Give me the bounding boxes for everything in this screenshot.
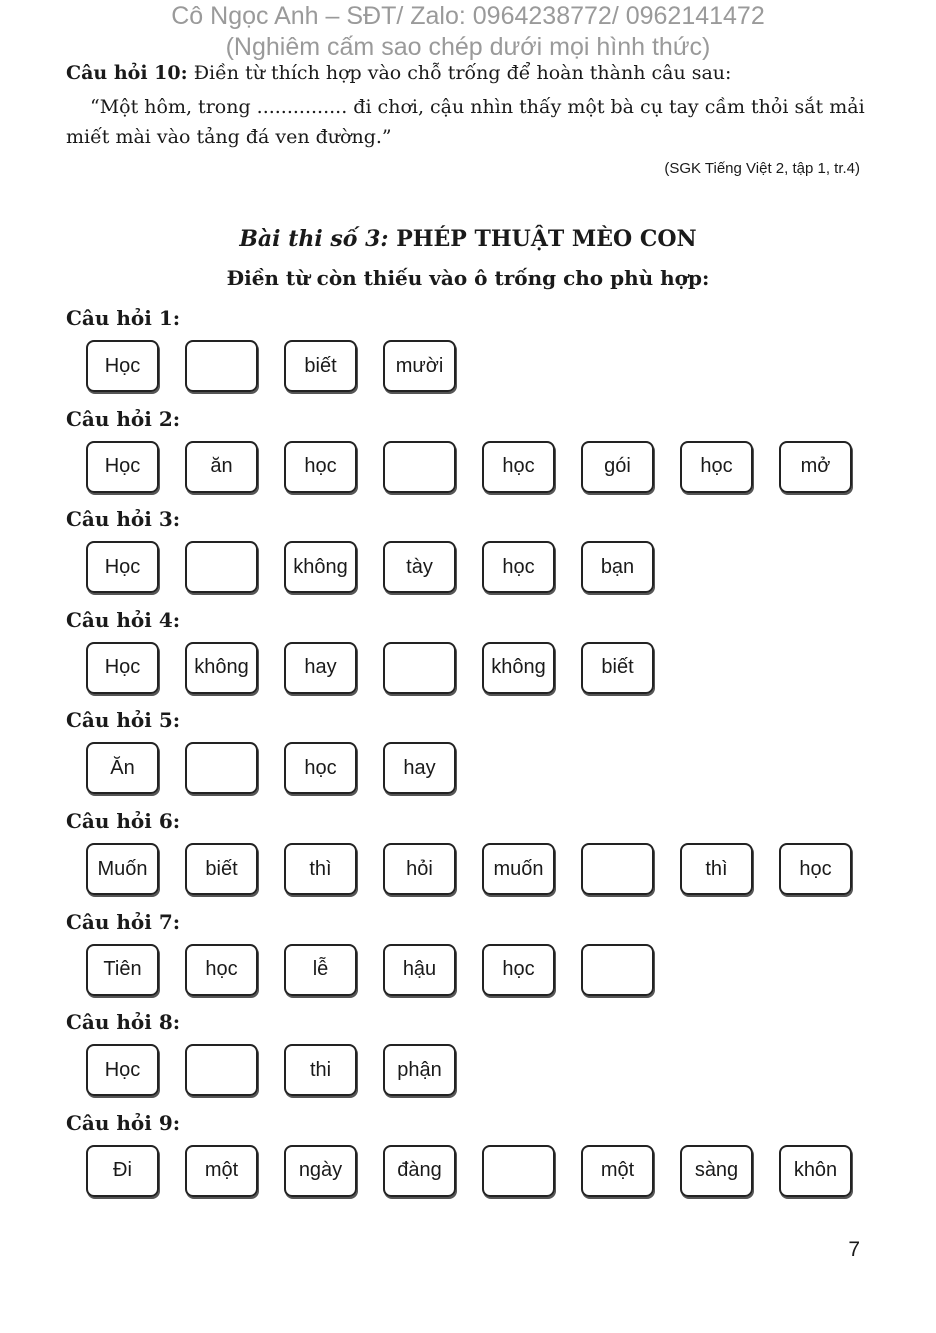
word-box: một (581, 1145, 654, 1197)
word-box: học (185, 944, 258, 996)
section-title-prefix: Bài thi số 3: (239, 226, 389, 252)
section-title-main: PHÉP THUẬT MÈO CON (396, 226, 697, 252)
word-box: khôn (779, 1145, 852, 1197)
word-box-row (86, 742, 482, 794)
question-3 (66, 507, 680, 593)
word-box: sàng (680, 1145, 753, 1197)
question-10-header (66, 58, 866, 88)
word-box: biết (284, 340, 357, 392)
question-9 (66, 1111, 878, 1197)
word-box: không (284, 541, 357, 593)
word-box: hỏi (383, 843, 456, 895)
question-label: Câu hỏi 9: (66, 1110, 181, 1135)
word-box: Muốn (86, 843, 159, 895)
blank-answer-box[interactable] (482, 1145, 555, 1197)
word-box-row (86, 843, 878, 895)
question-label: Câu hỏi 7: (66, 909, 181, 934)
word-box: Ăn (86, 742, 159, 794)
page-number: 7 (848, 1238, 860, 1261)
question-label: Câu hỏi 8: (66, 1010, 181, 1035)
word-box: mười (383, 340, 456, 392)
question-8 (66, 1010, 482, 1096)
section-instruction: Điền từ còn thiếu vào ô trống cho phù hợp: (226, 266, 710, 290)
word-box-row (86, 340, 482, 392)
word-box: Học (86, 642, 159, 694)
word-box: gói (581, 441, 654, 493)
word-box: biết (185, 843, 258, 895)
question-10-source: (SGK Tiếng Việt 2, tập 1, tr.4) (664, 160, 860, 177)
word-box: hay (284, 642, 357, 694)
section-title (0, 226, 936, 252)
word-box-row (86, 541, 680, 593)
word-box: hay (383, 742, 456, 794)
question-10-label: Câu hỏi 10: (66, 62, 188, 84)
question-4 (66, 608, 680, 694)
question-label: Câu hỏi 3: (66, 507, 181, 532)
word-box: Học (86, 441, 159, 493)
question-10-quote: “Một hôm, trong ............... đi chơi, cậu nhìn thấy một bà cụ tay cầm thỏi sắt mải miết mài vào tảng đá ven đường.” (66, 96, 865, 148)
word-box: tày (383, 541, 456, 593)
word-box: phận (383, 1044, 456, 1096)
word-box: học (680, 441, 753, 493)
blank-answer-box[interactable] (581, 843, 654, 895)
word-box: một (185, 1145, 258, 1197)
word-box: học (482, 441, 555, 493)
word-box-row (86, 1145, 878, 1197)
question-10 (66, 58, 866, 152)
word-box: thi (284, 1044, 357, 1096)
word-box: học (284, 742, 357, 794)
question-label: Câu hỏi 2: (66, 406, 181, 431)
blank-answer-box[interactable] (185, 541, 258, 593)
word-box: đàng (383, 1145, 456, 1197)
word-box: bạn (581, 541, 654, 593)
word-box-row (86, 944, 680, 996)
question-label: Câu hỏi 4: (66, 607, 181, 632)
word-box: hậu (383, 944, 456, 996)
word-box: lễ (284, 944, 357, 996)
word-box-row (86, 642, 680, 694)
blank-answer-box[interactable] (581, 944, 654, 996)
question-5 (66, 708, 482, 794)
word-box: Đi (86, 1145, 159, 1197)
word-box: học (482, 944, 555, 996)
blank-answer-box[interactable] (383, 441, 456, 493)
blank-answer-box[interactable] (185, 1044, 258, 1096)
question-label: Câu hỏi 5: (66, 708, 181, 733)
blank-answer-box[interactable] (185, 340, 258, 392)
word-box: học (779, 843, 852, 895)
word-box: biết (581, 642, 654, 694)
word-box: ngày (284, 1145, 357, 1197)
question-10-prompt: Điền từ thích hợp vào chỗ trống để hoàn thành câu sau: (193, 62, 732, 84)
question-1 (66, 306, 482, 392)
word-box-row (86, 441, 878, 493)
word-box: thì (284, 843, 357, 895)
watermark-contact: Cô Ngọc Anh – SĐT/ Zalo: 0964238772/ 0962141472 (171, 2, 765, 30)
watermark-notice: (Nghiêm cấm sao chép dưới mọi hình thức) (225, 33, 711, 61)
word-box: muốn (482, 843, 555, 895)
word-box: ăn (185, 441, 258, 493)
word-box: học (482, 541, 555, 593)
word-box: mở (779, 441, 852, 493)
question-label: Câu hỏi 1: (66, 306, 181, 330)
word-box: không (482, 642, 555, 694)
blank-answer-box[interactable] (383, 642, 456, 694)
word-box: Tiên (86, 944, 159, 996)
question-6 (66, 809, 878, 895)
word-box: Học (86, 340, 159, 392)
question-7 (66, 910, 680, 996)
word-box: Học (86, 1044, 159, 1096)
question-2 (66, 407, 878, 493)
blank-answer-box[interactable] (185, 742, 258, 794)
word-box: Học (86, 541, 159, 593)
word-box: không (185, 642, 258, 694)
word-box: thì (680, 843, 753, 895)
word-box-row (86, 1044, 482, 1096)
question-label: Câu hỏi 6: (66, 809, 181, 833)
word-box: học (284, 441, 357, 493)
